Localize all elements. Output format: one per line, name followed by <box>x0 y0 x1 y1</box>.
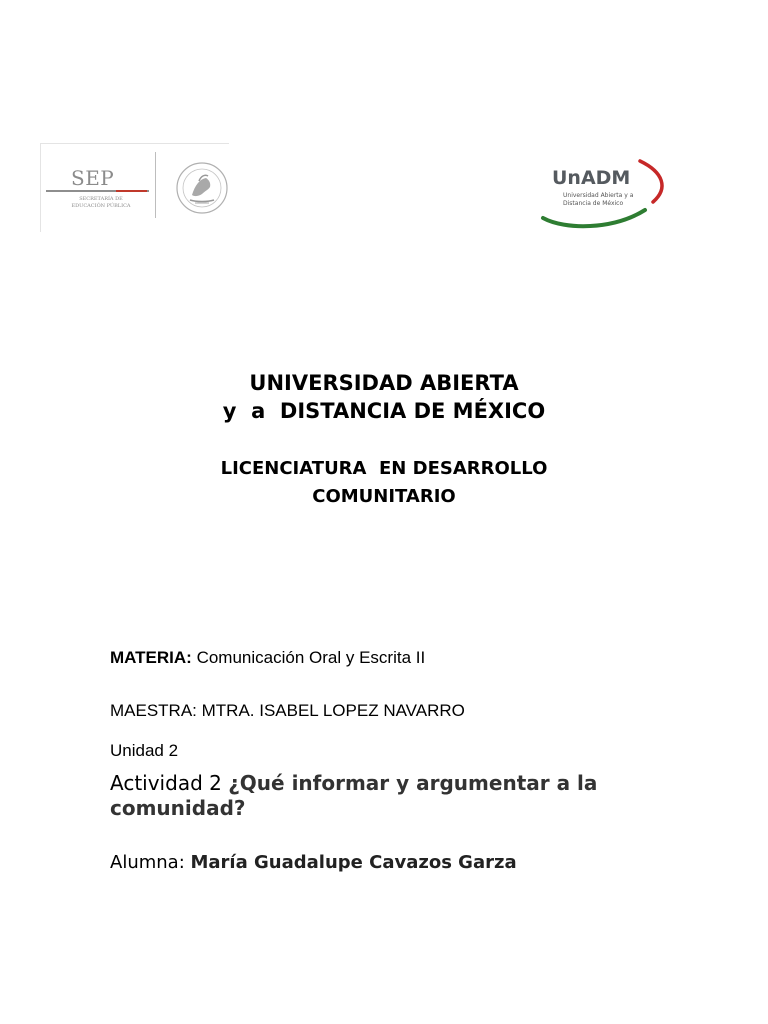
student-name: María Guadalupe Cavazos Garza <box>190 852 517 873</box>
subject-value: Comunicación Oral y Escrita II <box>191 648 426 667</box>
unit-line: Unidad 2 <box>110 741 179 760</box>
program-title-line-2: COMUNITARIO <box>312 486 456 507</box>
sep-logo-rule-accent <box>116 190 147 192</box>
activity-label: Actividad 2 <box>110 771 229 795</box>
unadm-logo-subtitle: Universidad Abierta y a Distancia de México <box>563 192 634 207</box>
university-title <box>0 369 768 425</box>
sep-logo-divider <box>155 152 156 218</box>
mexico-coat-of-arms-icon <box>175 161 229 215</box>
student-line <box>110 852 517 873</box>
activity-title: ¿Qué informar y argumentar a la comunidad? <box>110 771 598 820</box>
unadm-logo-word: UnADM <box>552 167 631 189</box>
unadm-logo <box>535 130 673 230</box>
sep-logo-word: SEP <box>71 166 115 190</box>
program-title-line-1: LICENCIATURA EN DESARROLLO <box>220 458 548 479</box>
university-title-line-1: UNIVERSIDAD ABIERTA <box>249 371 519 395</box>
sep-logo-subtitle: SECRETARÍA DE EDUCACIÓN PÚBLICA <box>71 196 131 209</box>
subject-line <box>110 648 425 668</box>
activity-line <box>110 771 690 821</box>
student-label: Alumna: <box>110 852 191 873</box>
university-title-line-2: y a DISTANCIA DE MÉXICO <box>222 399 546 423</box>
program-title <box>0 455 768 511</box>
teacher-line: MAESTRA: MTRA. ISABEL LOPEZ NAVARRO <box>110 701 465 720</box>
sep-logo <box>40 143 229 232</box>
subject-label: MATERIA: <box>110 648 192 667</box>
